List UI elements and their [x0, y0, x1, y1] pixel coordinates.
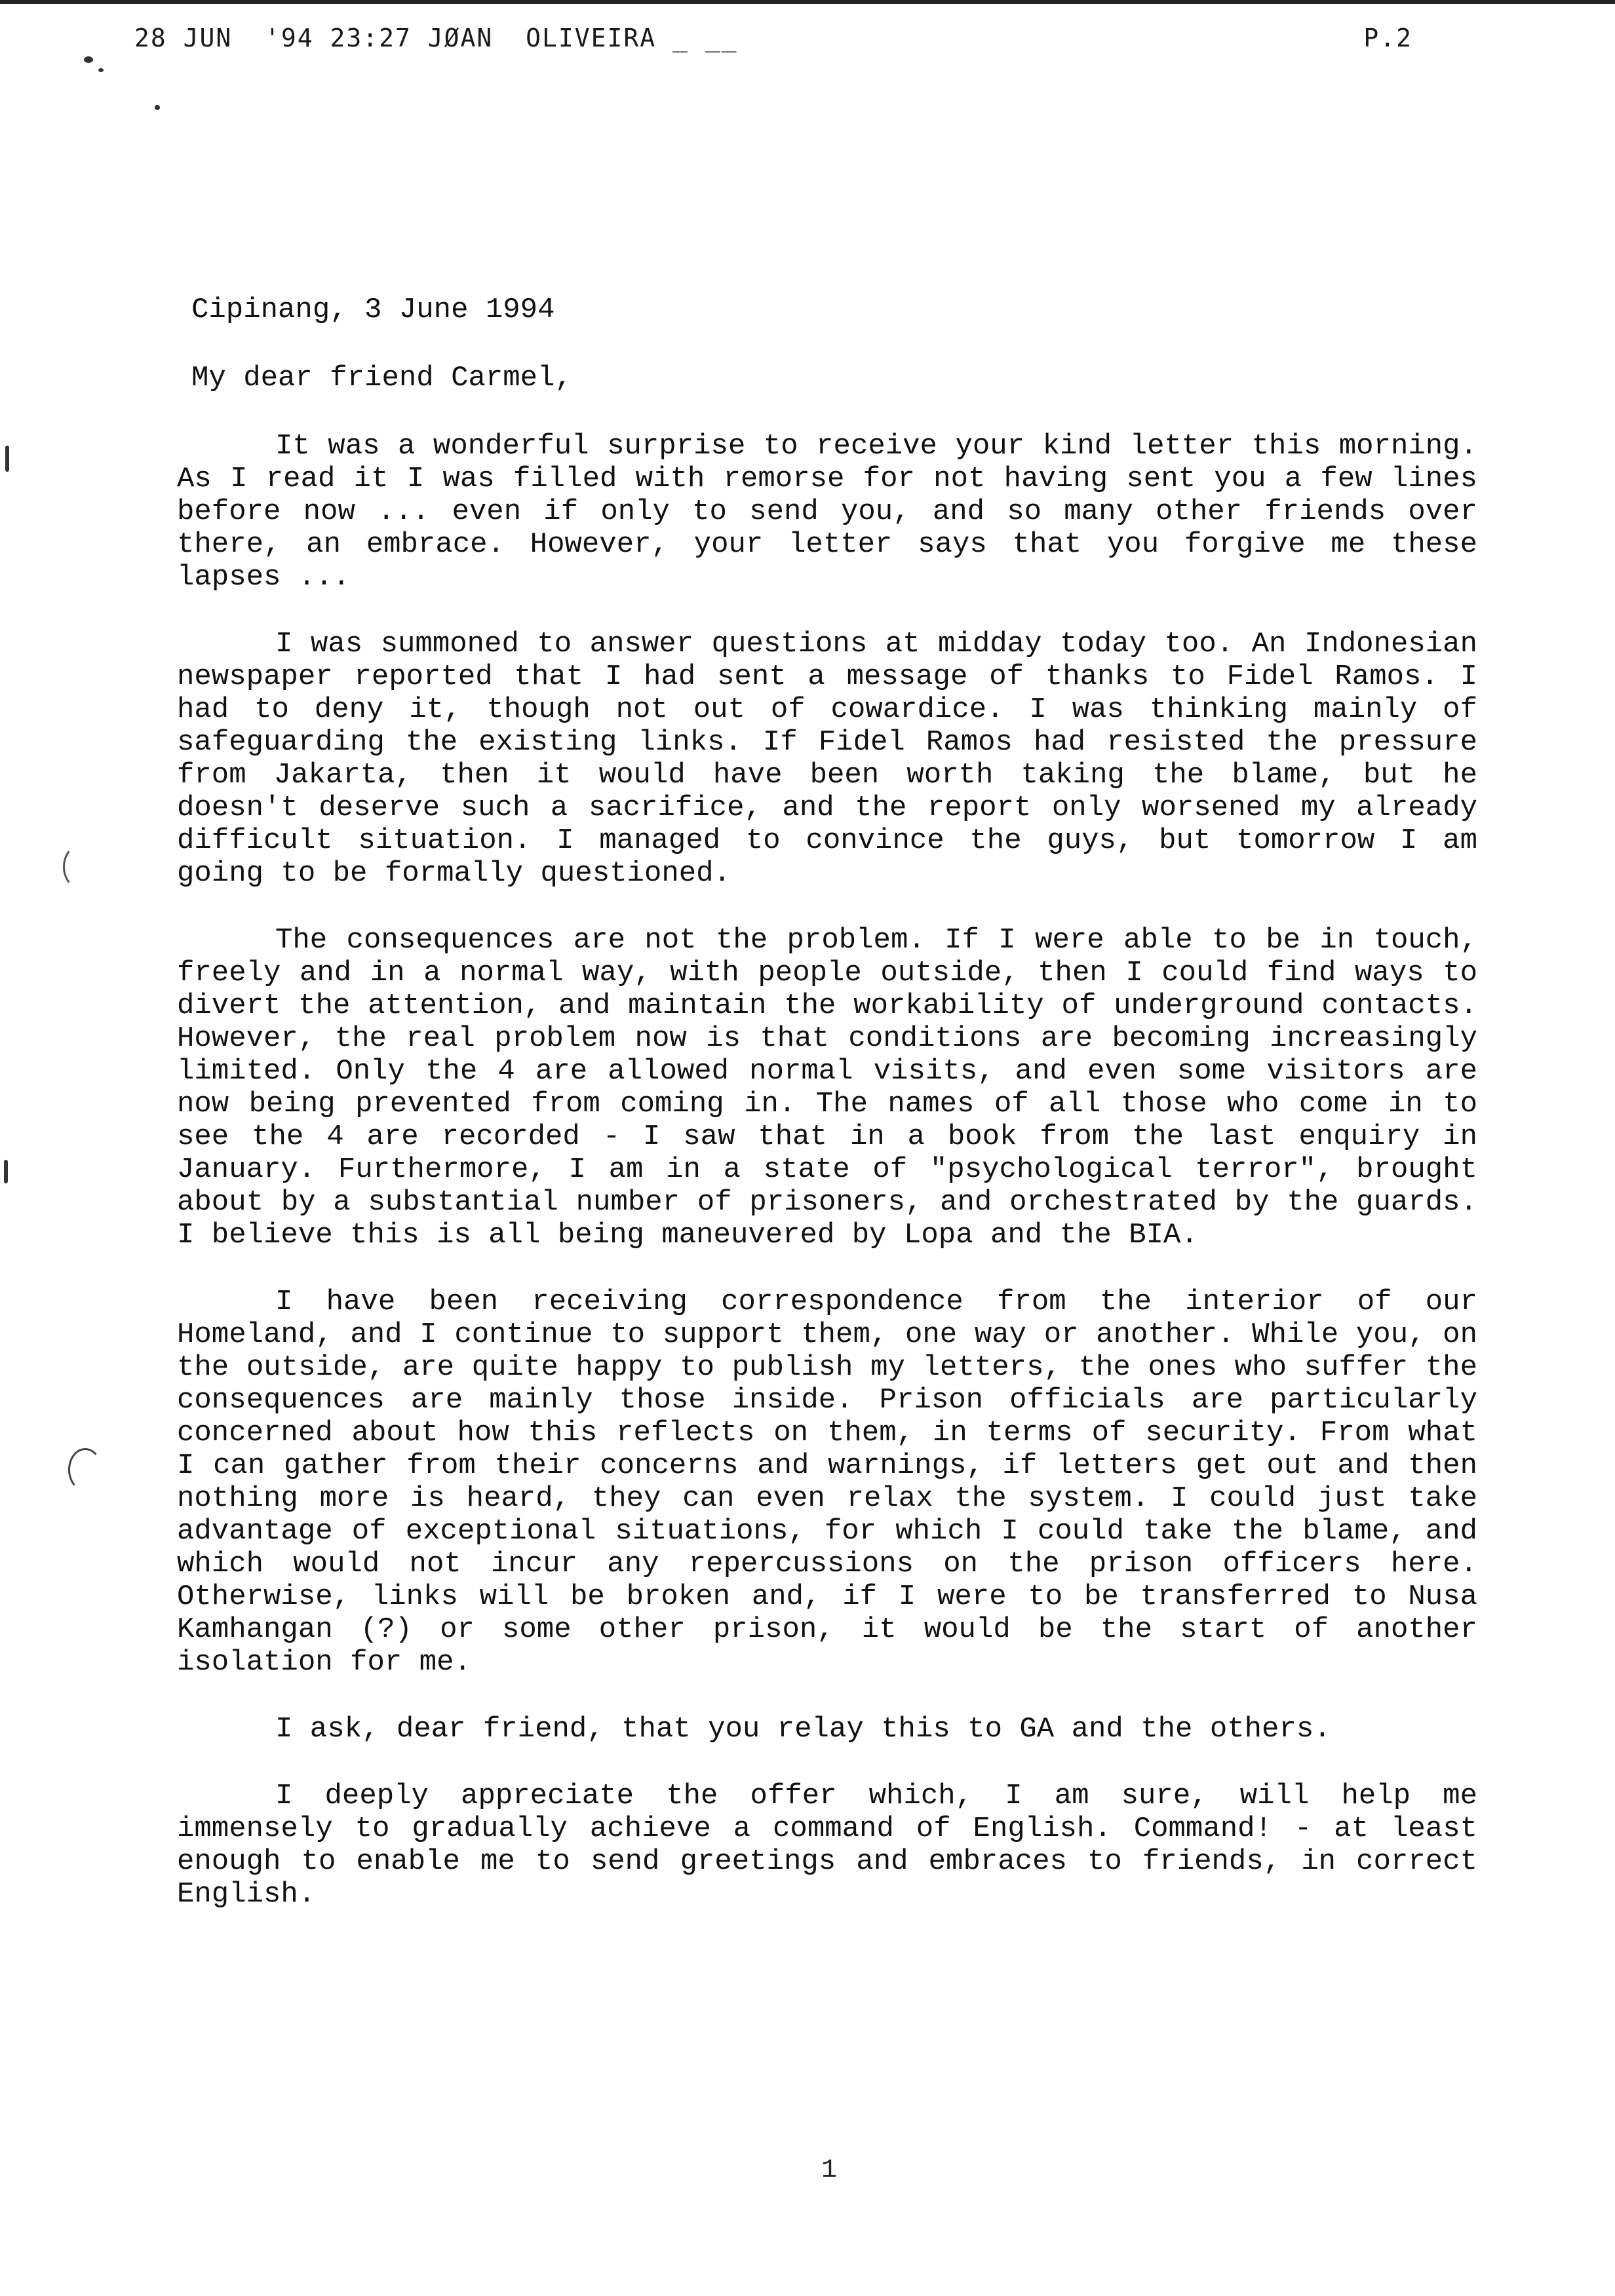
paragraph-text: I ask, dear friend, that you relay this to GA and the others. [275, 1713, 1331, 1746]
scan-speck [84, 56, 93, 63]
fax-header [134, 24, 1412, 63]
page-number: 1 [821, 2156, 837, 2185]
paragraph-text: I have been receiving correspondence from the interior of our Homeland, and I continue to support them, one way or another. While you, on the outside, are quite happy to publish my letters, the ones who suffer the consequences are mainly those inside. Prison officials are particularly concerned about how this reflects on them, in terms of security. From what I can gather from their concerns and warnings, if letters get out and then nothing more is heard, they can even relax the system. I could just take advantage of exceptional situations, for which I could take the blame, and which would not incur any repercussions on the prison officers here. Otherwise, links will be broken and, if I were to be transferred to Nusa Kamhangan (?) or some other prison, it would be the start of another isolation for me. [177, 1286, 1477, 1679]
page-top-edge [0, 0, 1615, 4]
paragraph-text: I deeply appreciate the offer which, I am sure, will help me immensely to gradually achieve a command of English. Command! - at least enough to enable me to send greetings and embraces to friends, in correct English. [177, 1780, 1477, 1911]
scan-speck [5, 446, 9, 472]
letter-paragraph [177, 1780, 1477, 1911]
scan-arc-mark [68, 1448, 102, 1491]
scan-speck [98, 68, 104, 72]
letter-paragraph [177, 924, 1477, 1252]
letter-body [177, 294, 1477, 1945]
paragraph-text: The consequences are not the problem. If I were able to be in touch, freely and in a normal way, with people outside, then I could find ways to divert the attention, and maintain the workability of underground contacts. However, the real problem now is that conditions are becoming increasingly limited. Only the 4 are allowed normal visits, and even some visitors are now being prevented from coming in. The names of all those who come in to see the 4 are recorded - I saw that in a book from the last enquiry in January. Furthermore, I am in a state of "psychological terror", brought about by a substantial number of prisoners, and orchestrated by the guards. I believe this is all being maneuvered by Lopa and the BIA. [177, 924, 1477, 1252]
scan-arc-mark [63, 845, 96, 889]
letter-paragraph [177, 430, 1477, 594]
fax-header-sender-line: 28 JUN '94 23:27 JØAN OLIVEIRA _ __ [134, 24, 738, 52]
letter-paragraph [177, 1286, 1477, 1679]
scan-speck [155, 105, 160, 110]
fax-header-page-label: P.2 [1363, 24, 1412, 52]
paragraph-text: I was summoned to answer questions at midday today too. An Indonesian newspaper reported that I had sent a message of thanks to Fidel Ramos. I had to deny it, though not out of cowardice. I was thinking mainly of safeguarding the existing links. If Fidel Ramos had resisted the pressure from Jakarta, then it would have been worth taking the blame, but he doesn't deserve such a sacrifice, and the report only worsened my already difficult situation. I managed to convince the guys, but tomorrow I am going to be formally questioned. [177, 628, 1477, 890]
letter-paragraph [177, 628, 1477, 890]
letter-paragraph [177, 1713, 1477, 1746]
paragraph-text: It was a wonderful surprise to receive your kind letter this morning. As I read it I was filled with remorse for not having sent you a few lines before now ... even if only to send you, and so many other friends over there, an embrace. However, your letter says that you forgive me these lapses ... [177, 430, 1477, 594]
letter-dateline: Cipinang, 3 June 1994 [191, 294, 555, 326]
scan-speck [4, 1160, 8, 1183]
letter-salutation: My dear friend Carmel, [191, 362, 572, 394]
